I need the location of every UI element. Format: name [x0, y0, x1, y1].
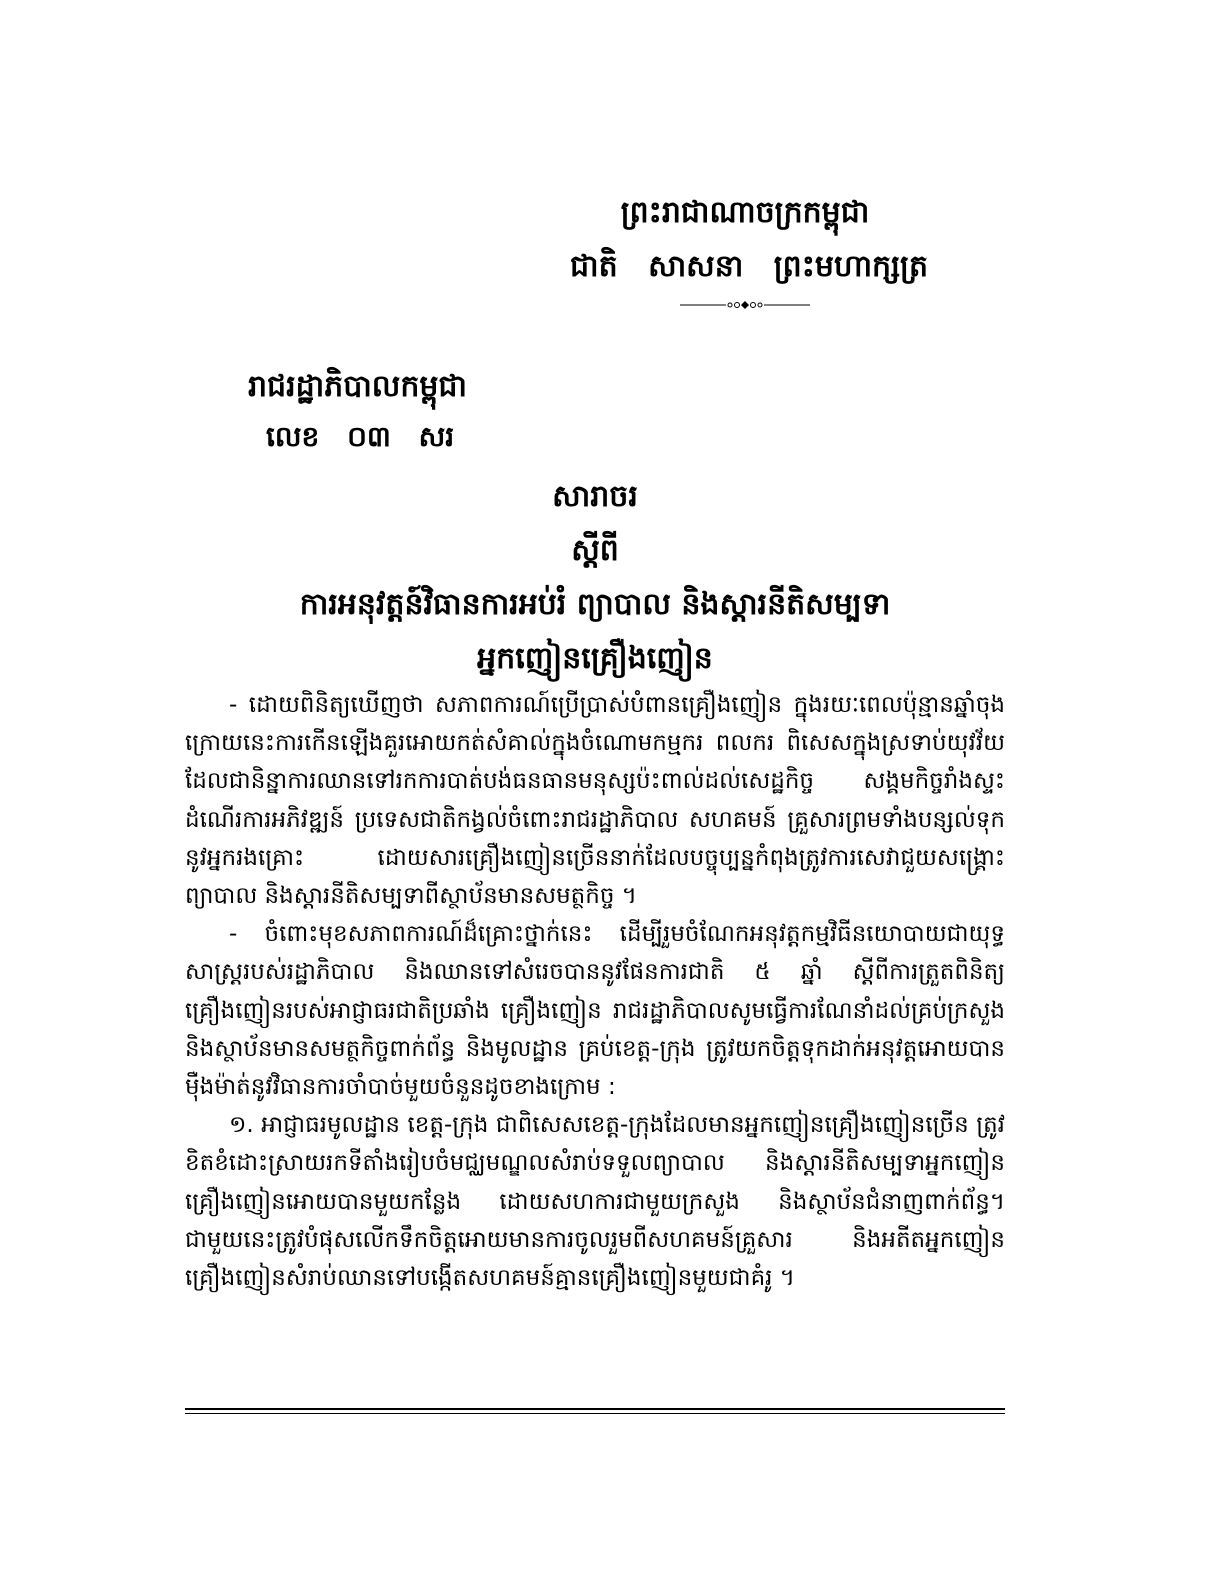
issuer-block [248, 362, 478, 462]
paragraph-measure-1: ១. អាជ្ញាធរមូលដ្ឋាន ខេត្ត-ក្រុង ជាពិសេសខេត្ត-ក្រុងដែលមានអ្នកញៀនគ្រឿងញៀនច្រើន ត្រូវខិតខំដោះស្រាយរកទីតាំងរៀបចំមជ្ឈមណ្ឌលសំរាប់ទទួលព្យាបាល និងស្តារនីតិសម្បទាអ្នកញៀនគ្រឿងញៀនអោយបានមួយកន្លែង ដោយសហការជាមួយក្រសួង និងស្ថាប័នជំនាញពាក់ព័ន្ធ។ ជាមួយនេះត្រូវបំផុសលើកទឹកចិត្តអោយមានការចូលរួមពីសហគមន៍គ្រួសារ និងអតីតអ្នកញៀនគ្រឿងញៀនសំរាប់ឈានទៅបង្កើតសហគមន៍គ្មានគ្រឿងញៀនមួយជាគំរូ ។ [185, 1112, 1005, 1292]
document-type: សារាចរ [552, 479, 638, 514]
motto-king: ព្រះមហាក្សត្រ [773, 249, 928, 284]
paragraph-observation: - ដោយពិនិត្យឃើញថា សភាពការណ៍ប្រើប្រាស់បំពានគ្រឿងញៀន ក្នុងរយៈពេលប៉ុន្មានឆ្នាំចុងក្រោយនេះការកើនឡើងគួរអោយកត់សំគាល់ក្នុងចំណោមកម្មករ ពលករ ពិសេសក្នុងស្រទាប់យុវវ័យដែលជានិន្នាការឈានទៅរកការបាត់បង់ធនធានមនុស្សប៉ះពាល់ដល់សេដ្ឋកិច្ច សង្គមកិច្ចរាំងស្ទះដំណើរការអភិវឌ្ឍន៍ ប្រទេសជាតិកង្វល់ចំពោះរាជរដ្ឋាភិបាល សហគមន៍ គ្រួសារព្រមទាំងបន្សល់ទុកនូវអ្នករងគ្រោះ ដោយសារគ្រឿងញៀនច្រើននាក់ដែលបច្ចុប្បន្នកំពុងត្រូវការសេវាជួយសង្គ្រោះព្យាបាល និងស្តារនីតិសម្បទាពីស្ថាប័នមានសមត្ថកិច្ច ។ [185, 692, 1005, 910]
kingdom-header [560, 186, 930, 310]
number-value: ០៣ [347, 420, 391, 453]
ornament-divider-icon [680, 300, 810, 310]
motto-nation: ជាតិ [570, 249, 618, 284]
motto-religion: សាសនា [648, 249, 744, 284]
document-about: ស្តីពី [571, 533, 619, 568]
footer-rule-thin [185, 1413, 1005, 1414]
footer-rule [185, 1408, 1005, 1410]
document-subject-line-2: អ្នកញៀនគ្រឿងញៀន [477, 641, 713, 676]
kingdom-title: ព្រះរាជាណាចក្រកម្ពុជា [620, 195, 870, 230]
number-label: លេខ [266, 420, 320, 453]
document-body [185, 686, 1005, 1297]
paragraph-directive: - ចំពោះមុខសភាពការណ៍ដ៏គ្រោះថ្នាក់នេះ ដើម្បីរួមចំណែកអនុវត្តកម្មវិធីនយោបាយជាយុទ្ធសាស្ត្ររបស់រដ្ឋាភិបាល និងឈានទៅសំរេចបាននូវផែនការជាតិ ៥ ឆ្នាំ ស្តីពីការត្រួតពិនិត្យគ្រឿងញៀនរបស់អាជ្ញាធរជាតិប្រឆាំង គ្រឿងញៀន រាជរដ្ឋាភិបាលសូមធ្វើការណែនាំដល់គ្រប់ក្រសួង និងស្ថាប័នមានសមត្ថកិច្ចពាក់ព័ន្ធ និងមូលដ្ឋាន គ្រប់ខេត្ត-ក្រុង ត្រូវយកចិត្តទុកដាក់អនុវត្តអោយបានម៉ឺងម៉ាត់នូវវិធានការចាំបាច់មួយចំនួនដូចខាងក្រោម : [185, 921, 1005, 1101]
document-heading [185, 470, 1005, 686]
document-number [248, 412, 478, 462]
national-motto [560, 240, 930, 294]
issuer-name: រាជរដ្ឋាភិបាលកម្ពុជា [248, 369, 467, 404]
document-subject-line-1: ការអនុវត្តន៍វិធានការអប់រំ ព្យាបាល និងស្តារនីតិសម្បទា [299, 587, 891, 622]
number-suffix: សរ [418, 420, 455, 453]
